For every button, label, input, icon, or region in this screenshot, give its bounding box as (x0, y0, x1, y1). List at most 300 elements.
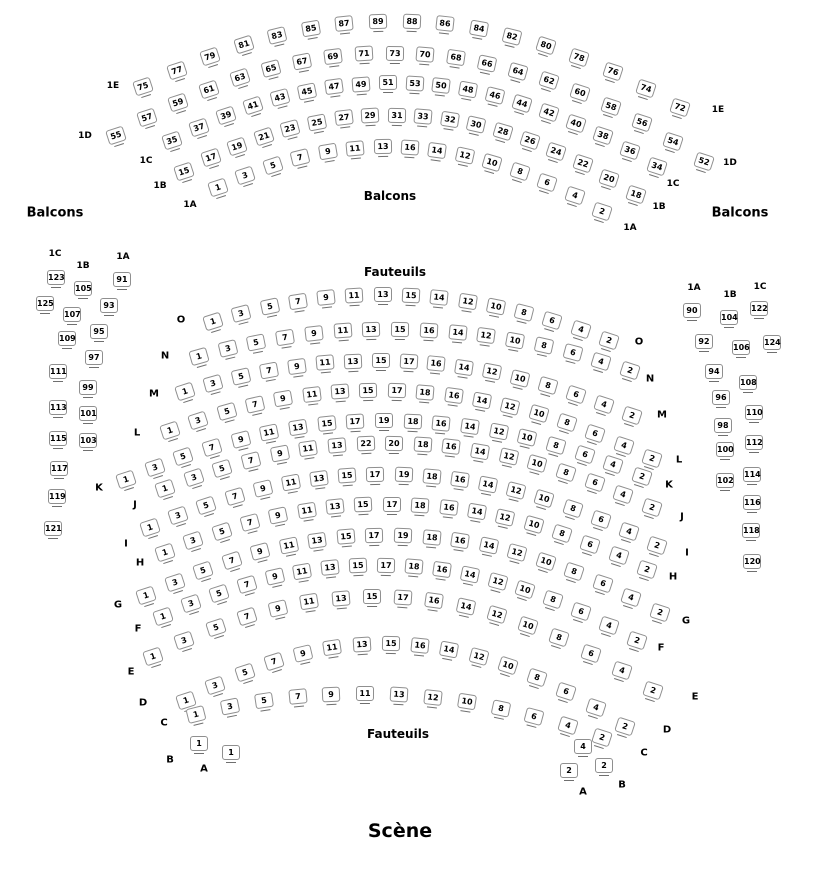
seat[interactable]: 7 (290, 148, 311, 167)
seat[interactable]: 16 (450, 471, 470, 488)
seat[interactable]: 17 (394, 589, 413, 605)
seat[interactable]: 6 (584, 473, 606, 493)
seat[interactable]: 3 (164, 572, 186, 592)
seat[interactable]: 2 (631, 467, 653, 487)
seat[interactable]: 89 (369, 14, 387, 30)
seat[interactable]: 76 (602, 62, 624, 82)
seat[interactable]: 2 (649, 603, 671, 623)
seat[interactable]: 11 (333, 323, 352, 339)
seat[interactable]: 67 (291, 53, 312, 71)
seat[interactable]: 1 (202, 312, 224, 332)
seat[interactable]: 32 (440, 111, 460, 129)
seat[interactable]: 16 (444, 387, 464, 404)
seat[interactable]: 1 (135, 586, 157, 606)
seat[interactable]: 1 (139, 518, 161, 538)
seat[interactable]: 7 (240, 451, 261, 470)
seat[interactable]: 7 (263, 652, 285, 672)
seat[interactable]: 16 (401, 139, 420, 155)
seat[interactable]: 4 (618, 522, 640, 542)
seat[interactable]: 13 (352, 637, 371, 653)
seat[interactable]: 38 (592, 126, 614, 146)
seat[interactable]: 124 (763, 335, 781, 350)
seat[interactable]: 10 (515, 580, 537, 600)
seat[interactable]: 4 (611, 661, 633, 681)
seat[interactable]: 21 (253, 126, 275, 146)
seat[interactable]: 110 (745, 405, 763, 420)
seat[interactable]: 9 (273, 390, 293, 408)
seat[interactable]: 36 (619, 140, 641, 160)
seat[interactable]: 5 (216, 402, 237, 421)
seat[interactable]: 14 (478, 475, 499, 493)
seat[interactable]: 15 (317, 415, 336, 432)
seat[interactable]: 19 (375, 413, 393, 428)
seat[interactable]: 3 (202, 374, 223, 393)
seat[interactable]: 2 (636, 560, 658, 580)
seat[interactable]: 9 (252, 479, 273, 498)
seat[interactable]: 90 (683, 303, 701, 318)
seat[interactable]: 19 (394, 528, 412, 544)
seat[interactable]: 68 (446, 49, 466, 66)
seat[interactable]: 16 (450, 532, 470, 550)
seat[interactable]: 12 (458, 292, 478, 310)
seat[interactable]: 15 (363, 589, 381, 604)
seat[interactable]: 4 (593, 394, 615, 414)
seat[interactable]: 10 (457, 693, 477, 711)
seat[interactable]: 4 (574, 739, 592, 754)
seat[interactable]: 30 (466, 115, 487, 134)
seat[interactable]: 2 (641, 498, 663, 518)
seat[interactable]: 11 (292, 562, 312, 580)
seat[interactable]: 113 (49, 400, 67, 415)
seat[interactable]: 119 (48, 489, 66, 504)
seat[interactable]: 9 (322, 686, 341, 702)
seat[interactable]: 16 (427, 355, 446, 372)
seat[interactable]: 73 (385, 45, 403, 60)
seat[interactable]: 63 (229, 68, 251, 88)
seat[interactable]: 6 (536, 173, 558, 193)
seat[interactable]: 5 (211, 521, 233, 541)
seat[interactable]: 102 (716, 473, 734, 488)
seat[interactable]: 6 (580, 643, 602, 663)
seat[interactable]: 14 (472, 391, 492, 409)
seat[interactable]: 115 (49, 431, 67, 446)
seat[interactable]: 10 (505, 331, 525, 349)
seat[interactable]: 1 (152, 607, 174, 627)
seat[interactable]: 8 (545, 435, 566, 454)
seat[interactable]: 16 (432, 561, 452, 578)
seat[interactable]: 82 (502, 27, 523, 46)
seat[interactable]: 11 (302, 386, 322, 403)
seat[interactable]: 16 (424, 592, 444, 609)
seat[interactable]: 17 (366, 467, 384, 482)
seat[interactable]: 19 (394, 467, 413, 483)
seat[interactable]: 93 (100, 298, 118, 313)
seat[interactable]: 13 (331, 384, 350, 400)
seat[interactable]: 58 (600, 97, 622, 117)
seat[interactable]: 8 (537, 376, 558, 395)
seat[interactable]: 8 (490, 699, 511, 717)
seat[interactable]: 104 (720, 310, 738, 325)
seat[interactable]: 2 (642, 681, 664, 701)
seat[interactable]: 15 (173, 162, 195, 182)
seat[interactable]: 1 (188, 347, 209, 366)
seat[interactable]: 12 (476, 327, 496, 344)
seat[interactable]: 5 (230, 367, 251, 386)
seat[interactable]: 98 (714, 418, 732, 433)
seat[interactable]: 80 (535, 36, 557, 56)
seat[interactable]: 61 (198, 79, 220, 99)
seat[interactable]: 33 (414, 108, 433, 124)
seat[interactable]: 3 (231, 304, 252, 323)
seat[interactable]: 2 (619, 361, 641, 381)
seat[interactable]: 34 (646, 157, 668, 177)
seat[interactable]: 11 (259, 423, 280, 441)
seat[interactable]: 14 (430, 289, 449, 306)
seat[interactable]: 11 (297, 502, 317, 520)
seat[interactable]: 2 (591, 202, 613, 222)
seat[interactable]: 1 (159, 421, 181, 441)
seat[interactable]: 10 (528, 404, 549, 423)
seat[interactable]: 44 (511, 93, 533, 113)
seat[interactable]: 120 (743, 554, 761, 569)
seat[interactable]: 15 (336, 529, 355, 545)
seat[interactable]: 10 (523, 515, 544, 534)
seat[interactable]: 75 (132, 77, 154, 97)
seat[interactable]: 11 (322, 639, 342, 656)
seat[interactable]: 55 (105, 126, 127, 146)
seat[interactable]: 12 (507, 543, 528, 562)
seat[interactable]: 65 (260, 59, 281, 78)
seat[interactable]: 4 (557, 716, 579, 736)
seat[interactable]: 8 (533, 337, 554, 356)
seat[interactable]: 9 (268, 507, 289, 525)
seat[interactable]: 17 (388, 383, 406, 399)
seat[interactable]: 97 (85, 350, 103, 365)
seat[interactable]: 9 (230, 430, 251, 449)
seat[interactable]: 125 (36, 296, 54, 311)
seat[interactable]: 11 (356, 686, 374, 701)
seat[interactable]: 6 (579, 534, 601, 554)
seat[interactable]: 9 (293, 644, 314, 663)
seat[interactable]: 7 (201, 437, 223, 457)
seat[interactable]: 52 (693, 152, 715, 172)
seat[interactable]: 7 (224, 486, 245, 505)
seat[interactable]: 20 (599, 168, 621, 188)
seat[interactable]: 7 (236, 607, 258, 627)
seat[interactable]: 42 (538, 102, 560, 122)
seat[interactable]: 81 (233, 35, 255, 55)
seat[interactable]: 12 (486, 605, 508, 624)
seat[interactable]: 6 (584, 423, 606, 443)
seat[interactable]: 6 (562, 343, 583, 362)
seat[interactable]: 5 (246, 334, 267, 352)
seat[interactable]: 99 (79, 380, 97, 395)
seat[interactable]: 22 (356, 436, 375, 452)
seat[interactable]: 10 (517, 428, 538, 447)
seat[interactable]: 2 (641, 449, 663, 469)
seat[interactable]: 15 (391, 322, 409, 337)
seat[interactable]: 17 (399, 354, 418, 370)
seat[interactable]: 96 (712, 390, 730, 405)
seat[interactable]: 18 (625, 185, 647, 205)
seat[interactable]: 3 (217, 340, 238, 359)
seat[interactable]: 5 (254, 692, 274, 709)
seat[interactable]: 12 (488, 422, 509, 440)
seat[interactable]: 7 (236, 574, 258, 593)
seat[interactable]: 7 (275, 329, 295, 347)
seat[interactable]: 92 (695, 334, 713, 349)
seat[interactable]: 12 (506, 481, 527, 500)
seat[interactable]: 71 (354, 46, 373, 62)
seat[interactable]: 3 (183, 468, 205, 488)
seat[interactable]: 74 (636, 79, 658, 99)
seat[interactable]: 40 (565, 113, 587, 133)
seat[interactable]: 17 (200, 148, 222, 168)
seat[interactable]: 11 (315, 355, 334, 372)
seat[interactable]: 91 (113, 272, 131, 287)
seat[interactable]: 14 (478, 537, 499, 555)
seat[interactable]: 10 (482, 152, 504, 171)
seat[interactable]: 10 (527, 454, 548, 473)
seat[interactable]: 78 (568, 48, 590, 68)
seat[interactable]: 22 (572, 154, 594, 174)
seat[interactable]: 13 (362, 322, 380, 338)
seat[interactable]: 95 (90, 324, 108, 339)
seat[interactable]: 17 (377, 557, 395, 572)
seat[interactable]: 13 (309, 470, 329, 487)
seat[interactable]: 114 (743, 467, 761, 482)
seat[interactable]: 11 (278, 536, 299, 554)
seat[interactable]: 77 (166, 60, 188, 80)
seat[interactable]: 9 (316, 290, 335, 307)
seat[interactable]: 3 (182, 531, 204, 551)
seat[interactable]: 8 (555, 463, 577, 483)
seat[interactable]: 48 (458, 81, 478, 99)
seat[interactable]: 14 (460, 418, 480, 435)
seat[interactable]: 15 (359, 383, 377, 398)
seat[interactable]: 8 (551, 524, 573, 544)
seat[interactable]: 66 (477, 54, 498, 72)
seat[interactable]: 47 (324, 78, 344, 95)
seat[interactable]: 101 (79, 406, 97, 421)
seat[interactable]: 86 (435, 16, 455, 33)
seat[interactable]: 8 (509, 161, 531, 181)
seat[interactable]: 13 (288, 419, 308, 437)
seat[interactable]: 7 (239, 513, 260, 532)
seat[interactable]: 4 (598, 615, 620, 635)
seat[interactable]: 4 (613, 435, 635, 455)
seat[interactable]: 5 (172, 447, 194, 467)
seat[interactable]: 8 (542, 590, 564, 610)
seat[interactable]: 11 (345, 288, 364, 304)
seat[interactable]: 12 (498, 447, 519, 466)
seat[interactable]: 14 (427, 142, 447, 159)
seat[interactable]: 13 (327, 437, 346, 454)
seat[interactable]: 105 (74, 281, 92, 296)
seat[interactable]: 8 (562, 498, 584, 518)
seat[interactable]: 14 (459, 565, 480, 583)
seat[interactable]: 15 (349, 557, 368, 573)
seat[interactable]: 49 (351, 76, 370, 92)
seat[interactable]: 70 (416, 46, 435, 62)
seat[interactable]: 72 (669, 98, 691, 118)
seat[interactable]: 2 (560, 763, 578, 778)
seat[interactable]: 4 (621, 587, 643, 607)
seat[interactable]: 123 (47, 270, 65, 285)
seat[interactable]: 39 (215, 106, 237, 126)
seat[interactable]: 8 (563, 562, 585, 582)
seat[interactable]: 84 (468, 20, 488, 38)
seat[interactable]: 7 (288, 293, 308, 311)
seat[interactable]: 3 (167, 506, 189, 526)
seat[interactable]: 3 (144, 457, 166, 477)
seat[interactable]: 7 (245, 395, 266, 414)
seat[interactable]: 18 (413, 436, 432, 452)
seat[interactable]: 54 (662, 131, 684, 151)
seat[interactable]: 19 (226, 136, 248, 156)
seat[interactable]: 83 (267, 26, 288, 45)
seat[interactable]: 88 (402, 14, 421, 30)
seat[interactable]: 2 (646, 536, 668, 556)
seat[interactable]: 11 (298, 440, 318, 457)
seat[interactable]: 15 (402, 288, 421, 304)
seat[interactable]: 1 (207, 178, 229, 198)
seat[interactable]: 12 (495, 508, 516, 527)
seat[interactable]: 37 (188, 117, 210, 137)
seat[interactable]: 7 (288, 688, 307, 705)
seat[interactable]: 2 (626, 631, 648, 651)
seat[interactable]: 1 (222, 745, 240, 760)
seat[interactable]: 12 (423, 689, 443, 706)
seat[interactable]: 3 (187, 410, 209, 430)
seat[interactable]: 35 (161, 131, 183, 151)
seat[interactable]: 2 (621, 406, 643, 426)
seat[interactable]: 16 (419, 322, 438, 338)
seat[interactable]: 111 (49, 364, 67, 379)
seat[interactable]: 9 (264, 567, 285, 586)
seat[interactable]: 14 (470, 442, 490, 460)
seat[interactable]: 2 (598, 331, 620, 351)
seat[interactable]: 11 (299, 593, 319, 611)
seat[interactable]: 100 (716, 442, 734, 457)
seat[interactable]: 24 (545, 141, 567, 161)
seat[interactable]: 13 (325, 498, 344, 515)
seat[interactable]: 6 (542, 311, 564, 331)
seat[interactable]: 59 (167, 93, 189, 113)
seat[interactable]: 1 (175, 691, 197, 711)
seat[interactable]: 15 (372, 353, 390, 368)
seat[interactable]: 62 (538, 71, 560, 91)
seat[interactable]: 14 (439, 641, 459, 659)
seat[interactable]: 8 (526, 667, 548, 687)
seat[interactable]: 6 (556, 681, 578, 701)
seat[interactable]: 6 (565, 384, 587, 404)
seat[interactable]: 7 (259, 361, 279, 379)
seat[interactable]: 5 (259, 298, 280, 316)
seat[interactable]: 5 (205, 618, 227, 638)
seat[interactable]: 6 (590, 509, 612, 529)
seat[interactable]: 9 (250, 542, 271, 561)
seat[interactable]: 13 (390, 687, 409, 703)
seat[interactable]: 15 (354, 497, 373, 513)
seat[interactable]: 1 (142, 647, 164, 667)
seat[interactable]: 9 (304, 325, 324, 342)
seat[interactable]: 18 (422, 529, 441, 546)
seat[interactable]: 8 (548, 628, 570, 648)
seat[interactable]: 117 (50, 461, 68, 476)
seat[interactable]: 4 (590, 351, 612, 371)
seat[interactable]: 7 (221, 550, 243, 570)
seat[interactable]: 9 (269, 445, 290, 463)
seat[interactable]: 64 (508, 62, 529, 81)
seat[interactable]: 2 (595, 758, 613, 773)
seat[interactable]: 17 (346, 413, 365, 429)
seat[interactable]: 118 (742, 523, 760, 538)
seat[interactable]: 69 (323, 48, 343, 65)
seat[interactable]: 25 (307, 113, 328, 131)
seat[interactable]: 10 (517, 615, 539, 635)
seat[interactable]: 79 (199, 46, 221, 66)
seat[interactable]: 43 (269, 88, 290, 107)
seat[interactable]: 18 (416, 384, 435, 400)
seat[interactable]: 6 (574, 444, 596, 464)
seat[interactable]: 10 (486, 297, 507, 315)
seat[interactable]: 1 (174, 382, 196, 402)
seat[interactable]: 5 (262, 156, 284, 176)
seat[interactable]: 1 (154, 543, 176, 563)
seat[interactable]: 2 (591, 728, 613, 748)
seat[interactable]: 46 (485, 86, 506, 105)
seat[interactable]: 106 (732, 340, 750, 355)
seat[interactable]: 4 (564, 186, 586, 206)
seat[interactable]: 16 (442, 438, 462, 455)
seat[interactable]: 2 (614, 717, 636, 737)
seat[interactable]: 5 (208, 583, 230, 603)
seat[interactable]: 116 (743, 495, 761, 510)
seat[interactable]: 13 (307, 532, 327, 549)
seat[interactable]: 6 (524, 707, 545, 726)
seat[interactable]: 17 (365, 528, 383, 543)
seat[interactable]: 12 (454, 146, 475, 164)
seat[interactable]: 20 (385, 436, 403, 451)
seat[interactable]: 18 (422, 468, 441, 485)
seat[interactable]: 10 (510, 369, 531, 388)
seat[interactable]: 3 (180, 594, 202, 614)
seat[interactable]: 4 (570, 320, 592, 340)
seat[interactable]: 87 (335, 15, 354, 32)
seat[interactable]: 103 (79, 433, 97, 448)
seat[interactable]: 1 (154, 479, 176, 499)
seat[interactable]: 5 (234, 662, 256, 682)
seat[interactable]: 14 (467, 503, 487, 521)
seat[interactable]: 27 (334, 109, 354, 126)
seat[interactable]: 18 (404, 558, 423, 574)
seat[interactable]: 5 (211, 458, 233, 478)
seat[interactable]: 15 (382, 636, 400, 651)
seat[interactable]: 18 (403, 413, 422, 429)
seat[interactable]: 31 (388, 107, 406, 122)
seat[interactable]: 57 (136, 108, 158, 128)
seat[interactable]: 16 (432, 415, 451, 432)
seat[interactable]: 3 (204, 675, 226, 695)
seat[interactable]: 9 (268, 599, 289, 618)
seat[interactable]: 4 (602, 455, 624, 475)
seat[interactable]: 23 (280, 119, 301, 138)
seat[interactable]: 8 (556, 413, 578, 433)
seat[interactable]: 1 (115, 470, 137, 490)
seat[interactable]: 50 (432, 77, 452, 94)
seat[interactable]: 14 (454, 358, 474, 375)
